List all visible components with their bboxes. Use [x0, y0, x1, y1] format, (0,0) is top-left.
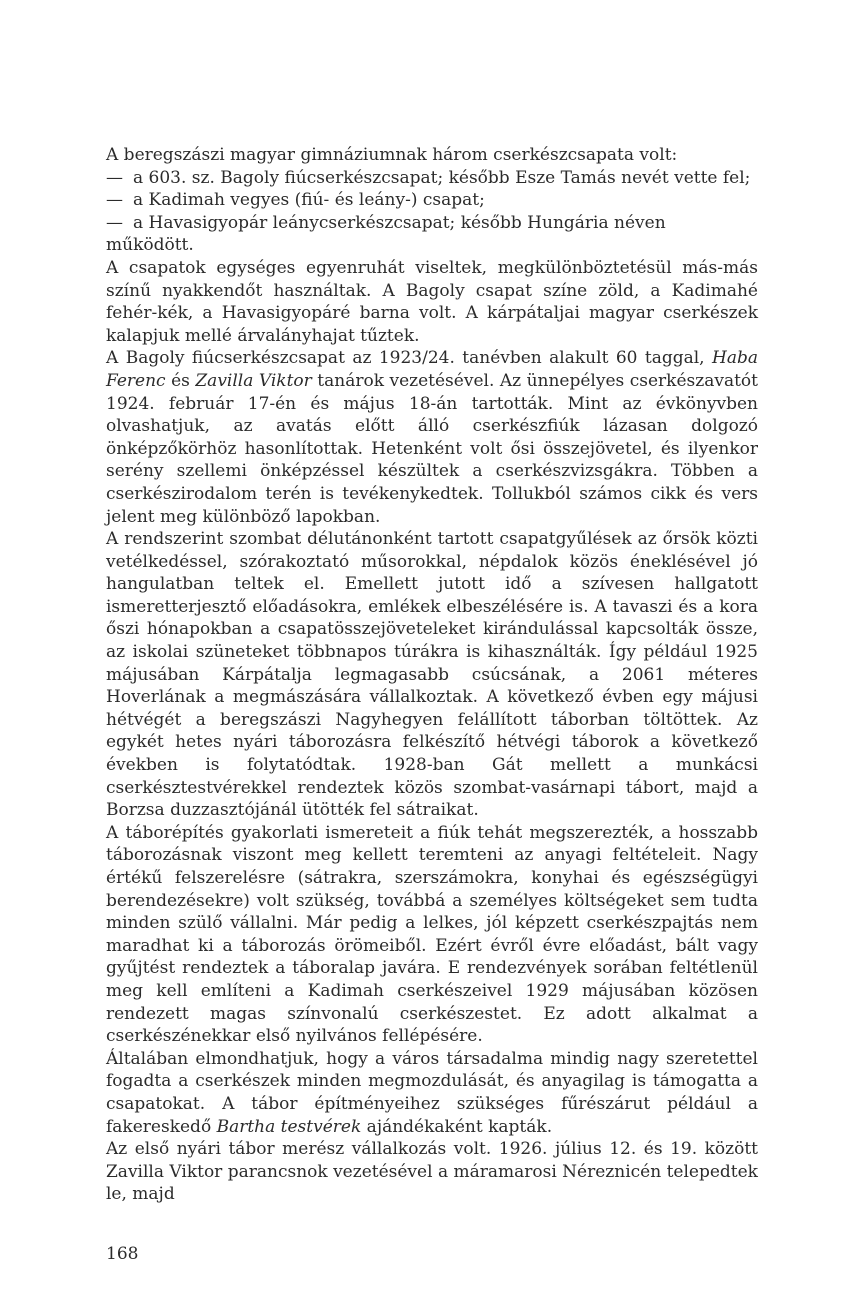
page-number: 168: [106, 1244, 139, 1264]
paragraph-camp-funding: A táborépítés gyakorlati ismereteit a fiúk tehát megszerezték, a hosszabb táborozásnak viszont meg kellett teremteni az anyagi feltételeit. Nagy értékű felszerelésre (sátrakra, szerszámokra, konyhai és egészségügyi berendezésekre) volt szükség, továbbá a személyes költségeket sem tudta minden szülő vállalni. Már pedig a lelkes, jól képzett cserkészpajtás nem maradhat ki a táborozás örömeiből. Ezért évről évre előadást, bált vagy gyűjtést rendeztek a táboralap javára. E rendezvények sorában feltétlenül meg kell említeni a Kadimah cserkészeivel 1929 májusában közösen rendezett magas színvonalú cserkészestet. Ez adott alkalmat a cserkészénekkar első nyilvános fellépésére.: [106, 822, 758, 1047]
dash-glyph: —: [106, 190, 123, 211]
paragraph-text: és: [165, 370, 196, 391]
dash-glyph: —: [106, 212, 123, 233]
list-item: [106, 189, 758, 212]
person-name: Haba Ferenc: [106, 348, 758, 391]
list-item-text: a 603. sz. Bagoly fiúcserkészcsapat; később Esze Tamás nevét vette fel;: [133, 167, 751, 188]
paragraph-text: tanárok vezetésével. Az ünnepélyes cserkészavatót 1924. február 17-én és május 18-án tartották. Mint az évkönyvben olvashatjuk, az avatás előtt álló cserkészfiúk lázasan dolgozó önképzőkörhöz hasonlítottak. Hetenként volt ősi összejövetel, és ilyenkor serény szellemi önképzéssel készültek a cserkészvizsgákra. Többen a cserkészirodalom terén is tevékenykedtek. Tollukból számos cikk és vers jelent meg különböző lapokban.: [106, 370, 758, 527]
paragraph-founding: [106, 347, 758, 528]
dash-glyph: —: [106, 167, 123, 188]
paragraph-text: A Bagoly fiúcserkészcsapat az 1923/24. tanévben alakult 60 taggal,: [106, 348, 713, 369]
paragraph-meetings: A rendszerint szombat délutánonként tartott csapatgyűlések az őrsök közti vetélkedéssel, szórakoztató műsorokkal, népdalok közös éneklésével jó hangulatban teltek el. Emellett jutott idő a szívesen hallgatott ismeretterjesztő előadásokra, emlékek elbeszélésére is. A tavaszi és a kora őszi hónapokban a csapatösszejöveteleket kirándulással kapcsolták össze, az iskolai szüneteket többnapos túrákra is kihasználták. Így például 1925 májusában Kárpátalja legmagasabb csúcsának, a 2061 méteres Hoverlának a megmászására vállalkoztak. A következő évben egy májusi hétvégét a beregszászi Nagyhegyen felállított táborban töltöttek. Az egykét hetes nyári táborozásra felkészítő hétvégi táborok a következő években is folytatódtak. 1928-ban Gát mellett a munkácsi cserkésztestvérekkel rendeztek közös szombat-vasárnapi tábort, majd a Borzsa duzzasztójánál ütötték fel sátraikat.: [106, 529, 758, 821]
list-item: [106, 167, 758, 190]
intro-paragraph: A beregszászi magyar gimnáziumnak három cserkészcsapata volt:: [106, 145, 678, 165]
paragraph-text: Általában elmondhatjuk, hogy a város társadalma mindig nagy szeretettel fogadta a cserkészek minden megmozdulását, és anyagilag is támogatta a csapatokat. A tábor építményeihez szükséges fűrészárut például a fakereskedő: [106, 1048, 758, 1137]
person-name: Zavilla Viktor: [195, 370, 312, 391]
page-text: [106, 144, 758, 1206]
list-item: [106, 212, 758, 257]
company-name: Bartha testvérek: [216, 1116, 362, 1137]
list-item-text: a Havasigyopár leánycserkészcsapat; később Hungária néven működött.: [106, 212, 666, 256]
list-item-text: a Kadimah vegyes (fiú- és leány-) csapat;: [133, 190, 485, 211]
paragraph-first-camp: Az első nyári tábor merész vállalkozás volt. 1926. július 12. és 19. között Zavilla Viktor parancsnok vezetésével a máramarosi Néreznicén telepedtek le, majd: [106, 1139, 758, 1205]
paragraph-text: ajándékaként kapták.: [361, 1116, 553, 1137]
paragraph-uniforms: A csapatok egységes egyenruhát viseltek, megkülönböztetésül más-más színű nyakkendőt használtak. A Bagoly csapat színe zöld, a Kadimahé fehér-kék, a Havasigyopáré barna volt. A kárpátaljai magyar cserkészek kalapjuk mellé árvalányhajat tűztek.: [106, 257, 758, 346]
paragraph-support: [106, 1048, 758, 1138]
